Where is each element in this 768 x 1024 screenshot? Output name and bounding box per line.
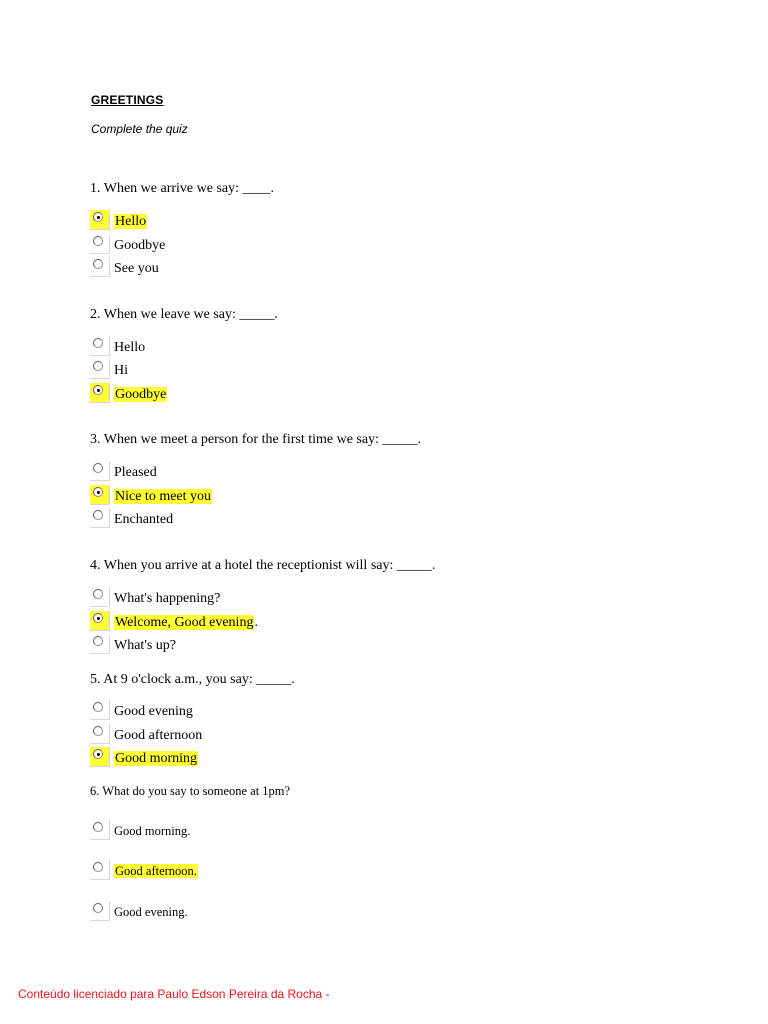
radio-circle-icon [93,259,103,269]
option-label [114,213,147,230]
radio-button[interactable] [90,611,110,631]
option-text: Hello [115,214,147,229]
radio-button[interactable] [90,359,110,379]
radio-dot-icon [97,753,100,756]
option-text: Good morning [115,751,198,766]
option-label [114,823,190,840]
radio-circle-icon [93,903,103,913]
option-text: Good afternoon. [115,864,197,878]
option-label [114,386,167,403]
question-3-text: 3. When we meet a person for the first time we say: _____. [90,432,421,447]
option-label [114,237,165,254]
question-2-text: 2. When we leave we say: _____. [90,307,278,322]
option-label [114,727,202,744]
option-label [114,637,176,654]
option-label [114,362,128,379]
option-text: Nice to meet you [115,489,212,504]
question-6-text: 6. What do you say to someone at 1pm? [90,784,291,798]
option-text: What's up? [114,638,177,653]
option-text: Goodbye [115,387,167,402]
option-label [114,511,173,528]
radio-button[interactable] [90,336,110,356]
quiz-title: GREETINGS [91,93,164,107]
option-label [114,339,145,356]
radio-circle-icon [93,726,103,736]
radio-button[interactable] [90,234,110,254]
radio-button[interactable] [90,587,110,607]
radio-dot-icon [97,491,100,494]
option-text: Hi [114,363,128,378]
radio-circle-icon [93,385,103,395]
radio-dot-icon [97,389,100,392]
option-text: Hello [114,340,146,355]
question-1-text: 1. When we arrive we say: ____. [90,181,275,196]
radio-circle-icon [93,636,103,646]
question-4-text: 4. When you arrive at a hotel the receptionist will say: _____. [90,558,436,573]
option-text: Enchanted [114,512,174,527]
option-text: Goodbye [114,238,166,253]
radio-button[interactable] [90,485,110,505]
radio-button[interactable] [90,210,110,230]
option-suffix: . [254,615,258,630]
license-footer: Conteúdo licenciado para Paulo Edson Pereira da Rocha - [18,987,330,1001]
option-label [114,750,198,767]
radio-button[interactable] [90,700,110,720]
radio-circle-icon [93,862,103,872]
radio-button[interactable] [90,724,110,744]
option-text: Good evening. [114,905,188,919]
radio-circle-icon [93,749,103,759]
option-label [114,260,159,277]
question-5-text: 5. At 9 o'clock a.m., you say: _____. [90,672,295,687]
radio-circle-icon [93,702,103,712]
radio-button[interactable] [90,860,110,880]
option-label [114,703,193,720]
radio-button[interactable] [90,257,110,277]
radio-circle-icon [93,822,103,832]
radio-button[interactable] [90,508,110,528]
radio-circle-icon [93,487,103,497]
radio-button[interactable] [90,461,110,481]
option-label [114,464,157,481]
option-label [114,590,220,607]
radio-button[interactable] [90,820,110,840]
option-text: Pleased [114,465,157,480]
option-text: Good morning. [114,824,191,838]
option-text: See you [114,261,159,276]
radio-circle-icon [93,463,103,473]
radio-circle-icon [93,589,103,599]
radio-circle-icon [93,212,103,222]
option-text: Good afternoon [114,728,203,743]
quiz-instructions: Complete the quiz [91,122,188,136]
radio-dot-icon [97,216,100,219]
radio-button[interactable] [90,901,110,921]
option-text: Welcome, Good evening [115,615,254,630]
radio-circle-icon [93,236,103,246]
option-label [114,904,188,921]
option-label [114,488,212,505]
radio-dot-icon [97,617,100,620]
radio-button[interactable] [90,634,110,654]
radio-circle-icon [93,613,103,623]
radio-circle-icon [93,361,103,371]
radio-circle-icon [93,338,103,348]
radio-button[interactable] [90,383,110,403]
radio-circle-icon [93,510,103,520]
option-text: What's happening? [114,591,221,606]
option-label [114,863,198,880]
option-text: Good evening [114,704,193,719]
option-label [114,614,258,631]
radio-button[interactable] [90,747,110,767]
